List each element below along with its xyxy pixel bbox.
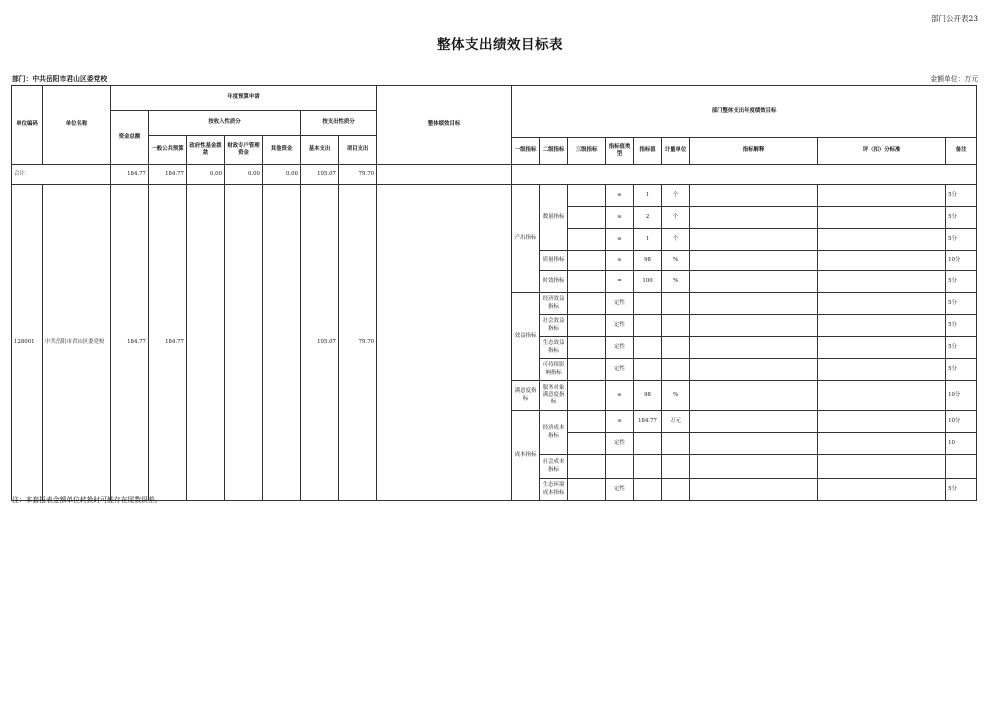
indicator-remark: 10分 — [946, 381, 977, 411]
indicator-remark: 5分 — [946, 185, 977, 207]
indicator-unit — [662, 337, 690, 359]
total-special: 0.00 — [225, 165, 263, 185]
indicator-remark: 5分 — [946, 229, 977, 251]
indicator-value — [634, 479, 662, 501]
total-gov-fund: 0.00 — [187, 165, 225, 185]
indicator-unit: 万元 — [662, 411, 690, 433]
indicator-explanation — [690, 229, 818, 251]
total-project: 79.70 — [339, 165, 377, 185]
header-by-income: 按收入性质分 — [149, 111, 301, 136]
indicator-type: 定性 — [606, 433, 634, 455]
indicator-unit: % — [662, 381, 690, 411]
header-overall-goal: 整体绩效目标 — [377, 86, 512, 165]
indicator-unit: % — [662, 271, 690, 293]
indicator-explanation — [690, 315, 818, 337]
indicator-unit — [662, 479, 690, 501]
header-level2: 二级指标 — [540, 138, 568, 165]
indicator-l3 — [568, 433, 606, 455]
indicator-remark: 5分 — [946, 337, 977, 359]
level2-eco-cost: 生态环境成本指标 — [540, 479, 568, 501]
indicator-value — [634, 337, 662, 359]
indicator-explanation — [690, 337, 818, 359]
unit-general: 184.77 — [149, 185, 187, 501]
page-code: 部门公开表23 — [930, 14, 978, 23]
indicator-type: ≤ — [606, 411, 634, 433]
indicator-scoring — [818, 433, 946, 455]
level2-economic-benefit: 经济效益指标 — [540, 293, 568, 315]
indicator-unit — [662, 455, 690, 479]
indicator-scoring — [818, 229, 946, 251]
indicator-value — [634, 455, 662, 479]
indicator-l3 — [568, 381, 606, 411]
total-row — [12, 165, 977, 185]
indicator-explanation — [690, 433, 818, 455]
header-basic-expense: 基本支出 — [301, 136, 339, 165]
indicator-remark: 5分 — [946, 207, 977, 229]
unit-name: 中共岳阳市君山区委党校 — [43, 185, 111, 501]
indicator-value: 98 — [634, 381, 662, 411]
level2-economic-cost: 经济成本指标 — [540, 411, 568, 455]
indicator-l3 — [568, 479, 606, 501]
indicator-scoring — [818, 381, 946, 411]
indicator-value: 98 — [634, 251, 662, 271]
unit-project: 79.70 — [339, 185, 377, 501]
header-by-expense: 按支出性质分 — [301, 111, 377, 136]
level1-benefit: 效益指标 — [512, 293, 540, 381]
indicator-l3 — [568, 251, 606, 271]
level2-social-benefit: 社会效益指标 — [540, 315, 568, 337]
level1-cost: 成本指标 — [512, 411, 540, 501]
unit-special — [225, 185, 263, 501]
header-unit-code: 单位编码 — [12, 86, 43, 165]
indicator-unit: 个 — [662, 185, 690, 207]
indicator-l3 — [568, 455, 606, 479]
header-value: 指标值 — [634, 138, 662, 165]
indicator-l3 — [568, 271, 606, 293]
table-row — [12, 185, 977, 207]
level2-eco-benefit: 生态效益指标 — [540, 337, 568, 359]
indicator-scoring — [818, 271, 946, 293]
indicator-value — [634, 315, 662, 337]
indicator-l3 — [568, 315, 606, 337]
indicator-remark: 10分 — [946, 251, 977, 271]
header-unit-name: 单位名称 — [43, 86, 111, 165]
indicator-scoring — [818, 315, 946, 337]
total-goal — [377, 165, 512, 185]
indicator-scoring — [818, 455, 946, 479]
total-label: 合计： — [12, 165, 111, 185]
indicator-type: ≥ — [606, 185, 634, 207]
footnote: 注：本套报表金额单位转换时可能存在尾数误差。 — [12, 496, 162, 504]
indicator-value: 100 — [634, 271, 662, 293]
level2-social-cost: 社会成本指标 — [540, 455, 568, 479]
header-project-expense: 项目支出 — [339, 136, 377, 165]
level2-sustainable: 可持续影响指标 — [540, 359, 568, 381]
indicator-scoring — [818, 293, 946, 315]
indicator-remark: 5分 — [946, 293, 977, 315]
level1-satisfaction: 满意度指标 — [512, 381, 540, 411]
header-other-funds: 其他资金 — [263, 136, 301, 165]
indicator-type: 定性 — [606, 479, 634, 501]
indicator-type: 定性 — [606, 315, 634, 337]
level2-service-satisfaction: 服务对象满意度指标 — [540, 381, 568, 411]
indicator-l3 — [568, 185, 606, 207]
indicator-scoring — [818, 251, 946, 271]
unit-total: 184.77 — [111, 185, 149, 501]
total-other: 0.00 — [263, 165, 301, 185]
indicator-remark: 5分 — [946, 479, 977, 501]
indicator-type — [606, 455, 634, 479]
indicator-type: 定性 — [606, 293, 634, 315]
indicator-unit — [662, 315, 690, 337]
indicator-value — [634, 433, 662, 455]
header-level1: 一级指标 — [512, 138, 540, 165]
indicator-remark: 10分 — [946, 411, 977, 433]
indicator-value: 2 — [634, 207, 662, 229]
indicator-scoring — [818, 337, 946, 359]
indicator-type: ≥ — [606, 251, 634, 271]
indicator-remark: 5分 — [946, 271, 977, 293]
indicator-l3 — [568, 337, 606, 359]
indicator-l3 — [568, 411, 606, 433]
unit-other — [263, 185, 301, 501]
indicator-scoring — [818, 185, 946, 207]
level1-output: 产出指标 — [512, 185, 540, 293]
indicator-type: ≥ — [606, 381, 634, 411]
indicator-explanation — [690, 381, 818, 411]
indicator-explanation — [690, 411, 818, 433]
indicator-type: 定性 — [606, 337, 634, 359]
indicator-type: 定性 — [606, 359, 634, 381]
level2-quantity: 数量指标 — [540, 185, 568, 251]
indicator-unit — [662, 359, 690, 381]
total-funds: 184.77 — [111, 165, 149, 185]
indicator-l3 — [568, 207, 606, 229]
header-annual-budget: 年度预算申请 — [111, 86, 377, 111]
indicator-remark: 10 — [946, 433, 977, 455]
indicator-explanation — [690, 271, 818, 293]
indicator-scoring — [818, 359, 946, 381]
indicator-explanation — [690, 293, 818, 315]
unit-code: 128001 — [12, 185, 43, 501]
header-dept-goals: 部门整体支出年度绩效目标 — [512, 86, 977, 138]
indicator-type: ≥ — [606, 207, 634, 229]
indicator-value: 184.77 — [634, 411, 662, 433]
indicator-explanation — [690, 185, 818, 207]
total-indicators — [512, 165, 977, 185]
indicator-explanation — [690, 455, 818, 479]
indicator-type: = — [606, 271, 634, 293]
indicator-value: 1 — [634, 229, 662, 251]
level2-quality: 质量指标 — [540, 251, 568, 271]
department-label: 部门：中共岳阳市君山区委党校 — [12, 75, 108, 83]
total-basic: 105.07 — [301, 165, 339, 185]
indicator-value — [634, 359, 662, 381]
indicator-remark — [946, 455, 977, 479]
unit-basic: 105.07 — [301, 185, 339, 501]
header-general-public: 一般公共预算 — [149, 136, 187, 165]
indicator-l3 — [568, 293, 606, 315]
indicator-unit — [662, 433, 690, 455]
header-value-type: 指标值类型 — [606, 138, 634, 165]
header-scoring: 评（扣）分标准 — [818, 138, 946, 165]
indicator-explanation — [690, 359, 818, 381]
indicator-scoring — [818, 479, 946, 501]
header-total-funds: 资金总额 — [111, 111, 149, 165]
indicator-unit: 个 — [662, 229, 690, 251]
header-special-fund: 财政专户管理资金 — [225, 136, 263, 165]
header-explanation: 指标解释 — [690, 138, 818, 165]
indicator-unit — [662, 293, 690, 315]
indicator-remark: 5分 — [946, 359, 977, 381]
indicator-value: 1 — [634, 185, 662, 207]
header-level3: 三级指标 — [568, 138, 606, 165]
amount-unit-label: 金额单位：万元 — [930, 75, 978, 83]
indicator-scoring — [818, 207, 946, 229]
overall-goal-text — [377, 185, 512, 501]
indicator-value — [634, 293, 662, 315]
level2-timeliness: 时效指标 — [540, 271, 568, 293]
indicator-l3 — [568, 359, 606, 381]
indicator-remark: 5分 — [946, 315, 977, 337]
performance-table — [11, 85, 977, 501]
indicator-scoring — [818, 411, 946, 433]
indicator-unit: % — [662, 251, 690, 271]
indicator-explanation — [690, 207, 818, 229]
header-gov-fund: 政府性基金拨款 — [187, 136, 225, 165]
indicator-unit: 个 — [662, 207, 690, 229]
indicator-explanation — [690, 251, 818, 271]
total-general: 184.77 — [149, 165, 187, 185]
page-title: 整体支出绩效目标表 — [437, 37, 563, 53]
indicator-l3 — [568, 229, 606, 251]
unit-gov-fund — [187, 185, 225, 501]
header-unit-of-measure: 计量单位 — [662, 138, 690, 165]
header-remark: 备注 — [946, 138, 977, 165]
indicator-type: ≥ — [606, 229, 634, 251]
indicator-explanation — [690, 479, 818, 501]
